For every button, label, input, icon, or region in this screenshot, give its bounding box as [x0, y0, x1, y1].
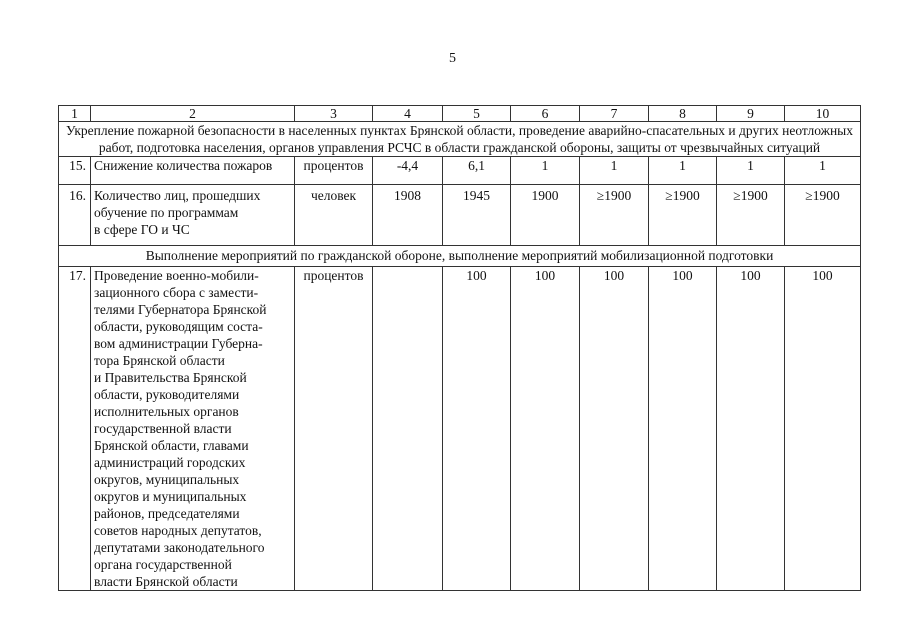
indicator-name-line: тора Брянской области: [94, 353, 225, 368]
column-header: 10: [785, 106, 861, 122]
indicator-name-line: вом администрации Губерна-: [94, 336, 263, 351]
value-cell: ≥1900: [717, 185, 785, 246]
indicator-name-line: Брянской области, главами: [94, 438, 249, 453]
table-row: [59, 267, 861, 591]
value-cell: 100: [511, 267, 580, 591]
indicator-name-line: области, руководителями: [94, 387, 240, 402]
unit-cell: процентов: [295, 157, 373, 185]
indicator-name: [91, 185, 295, 246]
table-header-row: [59, 106, 861, 122]
row-number: 15.: [59, 157, 91, 185]
table-row: [59, 157, 861, 185]
indicator-name: [91, 267, 295, 591]
section-row: [59, 246, 861, 267]
value-cell: 1945: [443, 185, 511, 246]
value-cell: 1: [717, 157, 785, 185]
column-header: 3: [295, 106, 373, 122]
indicator-name-line: в сфере ГО и ЧС: [94, 222, 190, 237]
indicator-name-line: государственной власти: [94, 421, 232, 436]
indicator-name-line: администраций городских: [94, 455, 246, 470]
value-cell: 6,1: [443, 157, 511, 185]
value-cell: 100: [785, 267, 861, 591]
table-row: [59, 185, 861, 246]
value-cell: ≥1900: [649, 185, 717, 246]
column-header: 8: [649, 106, 717, 122]
indicator-name-line: зационного сбора с замести-: [94, 285, 259, 300]
section-title: Выполнение мероприятий по гражданской обороне, выполнение мероприятий мобилизационной подготовки: [59, 246, 861, 267]
indicator-name-line: Снижение количества пожаров: [94, 158, 273, 173]
column-header: 5: [443, 106, 511, 122]
value-cell: ≥1900: [580, 185, 649, 246]
value-cell: 1: [649, 157, 717, 185]
page-number: 5: [449, 51, 456, 66]
indicator-name-line: округов, муниципальных: [94, 472, 240, 487]
column-header: 9: [717, 106, 785, 122]
indicator-name-line: округов и муниципальных: [94, 489, 247, 504]
value-cell: 1: [580, 157, 649, 185]
indicator-name-line: Проведение военно-мобили-: [94, 268, 259, 283]
value-cell: -4,4: [373, 157, 443, 185]
value-cell: 1900: [511, 185, 580, 246]
indicator-name: [91, 157, 295, 185]
value-cell: 100: [580, 267, 649, 591]
unit-cell: процентов: [295, 267, 373, 591]
indicator-name-line: обучение по программам: [94, 205, 239, 220]
unit-cell: человек: [295, 185, 373, 246]
column-header: 7: [580, 106, 649, 122]
value-cell: [373, 267, 443, 591]
value-cell: 1: [511, 157, 580, 185]
indicator-name-line: органа государственной: [94, 557, 232, 572]
section-title: Укрепление пожарной безопасности в населенных пунктах Брянской области, проведение аварийно-спасательных и других неотложных работ, подготовка населения, органов управления РСЧС в области гражданской обороны, защиты от чрезвычайных ситуаций: [59, 122, 861, 157]
indicator-name-line: Количество лиц, прошедших: [94, 188, 261, 203]
value-cell: 1: [785, 157, 861, 185]
row-number: 17.: [59, 267, 91, 591]
indicator-name-line: области, руководящим соста-: [94, 319, 263, 334]
indicator-name-line: советов народных депутатов,: [94, 523, 262, 538]
value-cell: 100: [443, 267, 511, 591]
column-header: 1: [59, 106, 91, 122]
indicator-name-line: исполнительных органов: [94, 404, 239, 419]
value-cell: 1908: [373, 185, 443, 246]
section-row: [59, 122, 861, 157]
indicator-name-line: районов, председателями: [94, 506, 240, 521]
row-number: 16.: [59, 185, 91, 246]
column-header: 4: [373, 106, 443, 122]
value-cell: 100: [649, 267, 717, 591]
indicator-name-line: и Правительства Брянской: [94, 370, 247, 385]
value-cell: 100: [717, 267, 785, 591]
indicators-table: [58, 105, 861, 591]
column-header: 6: [511, 106, 580, 122]
indicator-name-line: депутатами законодательного: [94, 540, 265, 555]
indicator-name-line: власти Брянской области: [94, 574, 238, 589]
value-cell: ≥1900: [785, 185, 861, 246]
column-header: 2: [91, 106, 295, 122]
indicator-name-line: телями Губернатора Брянской: [94, 302, 267, 317]
